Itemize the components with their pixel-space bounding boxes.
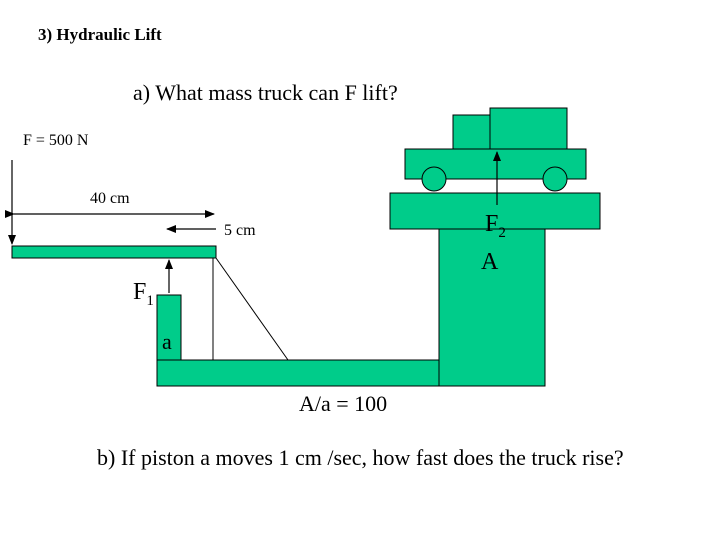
large-area-label: A [481,249,499,275]
wheel-icon [422,167,446,191]
f2-subscript: 2 [498,225,506,241]
lever-arm [12,246,216,258]
question-a: a) What mass truck can F lift? [133,80,398,105]
fulcrum-support [216,258,288,360]
small-area-label: a [162,329,172,354]
question-b: b) If piston a moves 1 cm /sec, how fast does the truck rise? [97,445,624,470]
f1-label [133,280,154,309]
f1-main: F [133,279,147,305]
truck-cab-right [490,108,567,149]
slide-title: 3) Hydraulic Lift [38,25,162,44]
f1-subscript: 1 [146,293,154,309]
connecting-pipe [157,360,439,386]
f2-label [485,212,506,241]
wheel-icon [543,167,567,191]
long-arm-label: 40 cm [90,190,130,207]
short-arm-label: 5 cm [224,222,256,239]
area-ratio-label: A/a = 100 [299,391,388,416]
applied-force-label: F = 500 N [23,132,89,149]
f2-main: F [485,211,499,237]
truck-cab-left [453,115,490,149]
